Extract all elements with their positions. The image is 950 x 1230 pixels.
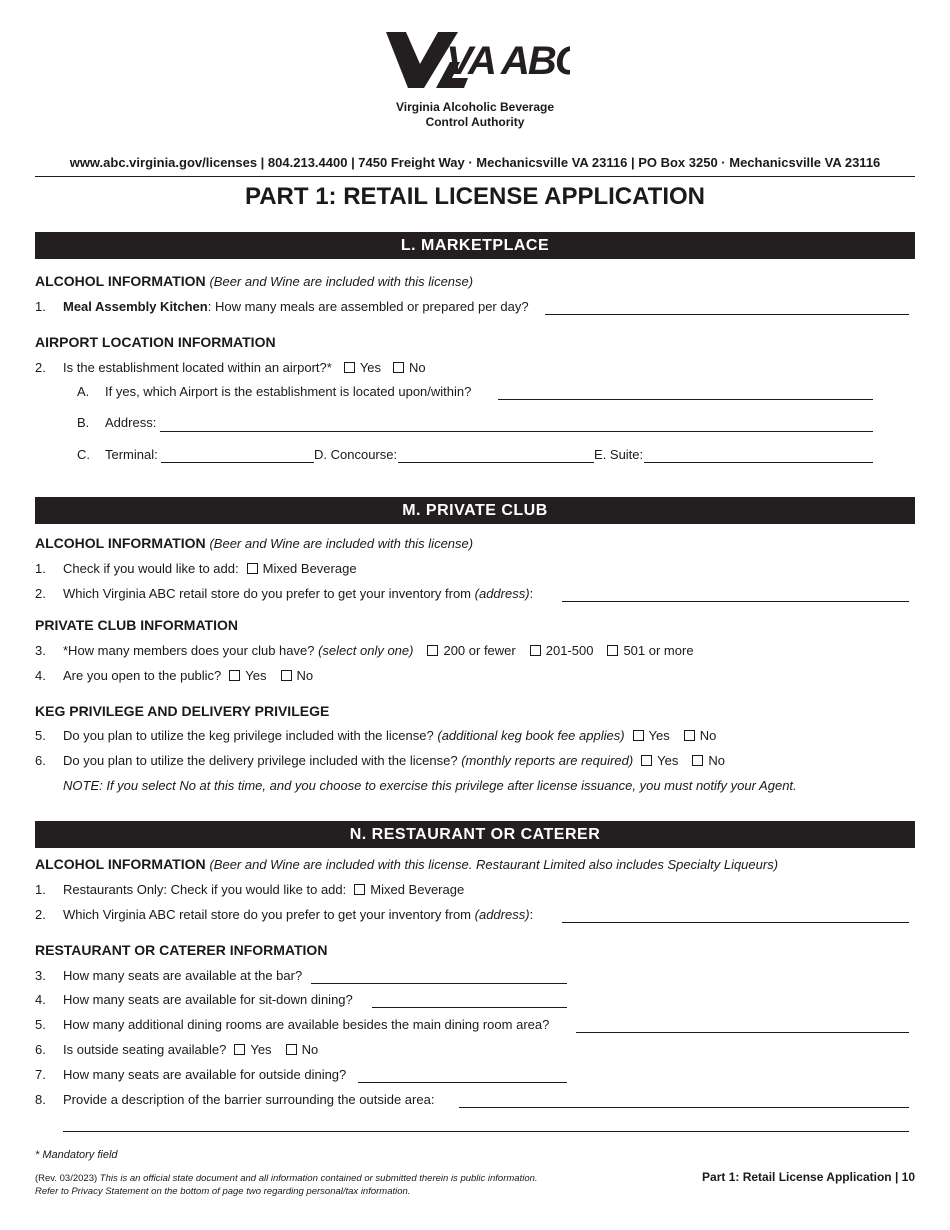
m-q2-question — [63, 586, 533, 601]
m-q4-yes-checkbox[interactable] — [229, 670, 240, 681]
l-2d-text: D. Concourse: — [314, 447, 398, 462]
l-2c-terminal-input[interactable] — [161, 462, 314, 463]
n-q1-question — [63, 882, 464, 897]
m-q2-number: 2. — [35, 586, 46, 601]
l-q1-text: : How many meals are assembled or prepared per day? — [207, 299, 529, 314]
heading-note: (Beer and Wine are included with this license. Restaurant Limited also includes Specialty Liqueurs) — [209, 857, 779, 872]
n-q1-number: 1. — [35, 882, 46, 897]
m-q5-italic: (additional keg book fee applies) — [437, 728, 625, 743]
l-q1-number: 1. — [35, 299, 46, 314]
va-abc-logo-mark — [380, 26, 570, 92]
heading-note: (Beer and Wine are included with this license) — [209, 536, 474, 551]
m-q6-yes-label: Yes — [657, 753, 679, 768]
m-q2-store-input[interactable] — [562, 601, 909, 602]
page-label: Part 1: Retail License Application | 10 — [702, 1170, 915, 1184]
l-q2-question — [63, 360, 426, 375]
airport-heading: AIRPORT LOCATION INFORMATION — [35, 334, 276, 350]
n-q3-number: 3. — [35, 968, 46, 983]
n-q3-input[interactable] — [311, 983, 567, 984]
l-2a-airport-input[interactable] — [498, 399, 873, 400]
n-q1-option-label: Mixed Beverage — [370, 882, 465, 897]
n-q3-text: How many seats are available at the bar? — [63, 968, 303, 983]
m-q6-number: 6. — [35, 753, 46, 768]
n-q4-number: 4. — [35, 992, 46, 1007]
contact-line: www.abc.virginia.gov/licenses | 804.213.4400 | 7450 Freight Way · Mechanicsville VA 23116 | PO Box 3250 · Mechanicsville VA 23116 — [69, 155, 881, 170]
m-q3-text: *How many members does your club have? — [63, 643, 315, 658]
m-q4-no-checkbox[interactable] — [281, 670, 292, 681]
l-q2-text: Is the establishment located within an airport?* — [63, 360, 332, 375]
n-q5-input[interactable] — [576, 1032, 909, 1033]
l-2a-text: If yes, which Airport is the establishment is located upon/within? — [105, 384, 472, 399]
m-q3-opt3-label: 501 or more — [623, 643, 694, 658]
l-2b-text: Address: — [105, 415, 157, 430]
m-q3-opt2-label: 201-500 — [545, 643, 594, 658]
m-q3-opt1-label: 200 or fewer — [443, 643, 516, 658]
l-2e-text: E. Suite: — [594, 447, 644, 462]
m-q2-colon: : — [529, 586, 534, 601]
section-l-alcohol-heading — [35, 273, 473, 289]
m-q5-text: Do you plan to utilize the keg privilege included with the license? — [63, 728, 434, 743]
m-q2-text: Which Virginia ABC retail store do you prefer to get your inventory from — [63, 586, 472, 601]
heading-note: (Beer and Wine are included with this license) — [209, 274, 474, 289]
n-q6-text: Is outside seating available? — [63, 1042, 227, 1057]
m-q2-italic: (address) — [474, 586, 530, 601]
l-q2-number: 2. — [35, 360, 46, 375]
m-q3-number: 3. — [35, 643, 46, 658]
m-q6-no-checkbox[interactable] — [692, 755, 703, 766]
n-q8-text: Provide a description of the barrier surrounding the outside area: — [63, 1092, 435, 1107]
l-2e-suite-input[interactable] — [644, 462, 873, 463]
m-q5-number: 5. — [35, 728, 46, 743]
n-q4-input[interactable] — [372, 1007, 567, 1008]
section-n-bar: N. RESTAURANT OR CATERER — [35, 821, 915, 848]
l-2a-label: A. — [77, 384, 90, 399]
m-q5-no-label: No — [699, 728, 717, 743]
page-title: PART 1: RETAIL LICENSE APPLICATION — [244, 183, 706, 210]
heading-text: ALCOHOL INFORMATION — [35, 535, 206, 551]
m-q5-yes-checkbox[interactable] — [633, 730, 644, 741]
l-q2-no-checkbox[interactable] — [393, 362, 404, 373]
heading-text: ALCOHOL INFORMATION — [35, 856, 206, 872]
n-q8-input-line-1[interactable] — [459, 1107, 909, 1108]
section-m-alcohol-heading — [35, 535, 473, 551]
logo-text: VA ABC — [446, 39, 570, 83]
m-q1-mixed-beverage-checkbox[interactable] — [247, 563, 258, 574]
va-abc-logo — [380, 26, 570, 95]
l-2b-label: B. — [77, 415, 90, 430]
keg-delivery-heading: KEG PRIVILEGE AND DELIVERY PRIVILEGE — [35, 703, 330, 719]
n-q6-yes-checkbox[interactable] — [234, 1044, 245, 1055]
n-q5-number: 5. — [35, 1017, 46, 1032]
l-q2-yes-checkbox[interactable] — [344, 362, 355, 373]
m-q1-question — [63, 561, 357, 576]
n-q2-colon: : — [529, 907, 534, 922]
n-q1-text: Restaurants Only: Check if you would like to add: — [63, 882, 347, 897]
revision-line-2: Refer to Privacy Statement on the bottom of page two regarding personal/tax information. — [35, 1186, 411, 1197]
l-2d-concourse-input[interactable] — [398, 462, 594, 463]
m-q6-italic: (monthly reports are required) — [461, 753, 634, 768]
heading-text: ALCOHOL INFORMATION — [35, 273, 206, 289]
revision-line-1 — [35, 1172, 538, 1185]
l-2b-address-input[interactable] — [160, 431, 873, 432]
m-q3-opt1-checkbox[interactable] — [427, 645, 438, 656]
m-q1-number: 1. — [35, 561, 46, 576]
n-q8-number: 8. — [35, 1092, 46, 1107]
agency-name — [330, 100, 620, 130]
l-q2-no-label: No — [409, 360, 426, 375]
l-q1-input[interactable] — [545, 314, 909, 315]
section-n-alcohol-heading — [35, 856, 778, 872]
n-q7-text: How many seats are available for outside dining? — [63, 1067, 347, 1082]
section-m-bar: M. PRIVATE CLUB — [35, 497, 915, 524]
n-q2-number: 2. — [35, 907, 46, 922]
private-club-heading: PRIVATE CLUB INFORMATION — [35, 617, 238, 633]
mandatory-field-note: * Mandatory field — [35, 1149, 118, 1161]
n-q6-no-checkbox[interactable] — [286, 1044, 297, 1055]
l-q2-yes-label: Yes — [359, 360, 382, 375]
m-q3-italic: (select only one) — [318, 643, 414, 658]
m-q3-opt3-checkbox[interactable] — [607, 645, 618, 656]
n-q2-text: Which Virginia ABC retail store do you prefer to get your inventory from — [63, 907, 472, 922]
restaurant-info-heading: RESTAURANT OR CATERER INFORMATION — [35, 942, 328, 958]
n-q7-input[interactable] — [358, 1082, 567, 1083]
agency-line-1: Virginia Alcoholic Beverage — [395, 100, 555, 114]
header-rule — [35, 176, 915, 177]
m-q3-question — [63, 643, 694, 658]
n-q1-mixed-beverage-checkbox[interactable] — [354, 884, 365, 895]
m-q4-number: 4. — [35, 668, 46, 683]
revision-notice — [35, 1172, 538, 1198]
m-q5-yes-label: Yes — [648, 728, 670, 743]
revision-code: (Rev. 03/2023) — [35, 1173, 98, 1184]
m-q5-no-checkbox[interactable] — [684, 730, 695, 741]
l-q1-bold: Meal Assembly Kitchen — [63, 299, 208, 314]
m-q6-question — [63, 753, 725, 768]
n-q2-italic: (address) — [474, 907, 530, 922]
m-q4-yes-label: Yes — [245, 668, 267, 683]
m-q4-text: Are you open to the public? — [63, 668, 222, 683]
n-q5-text: How many additional dining rooms are available besides the main dining room area? — [63, 1017, 550, 1032]
n-q6-question — [63, 1042, 318, 1057]
m-privilege-note: NOTE: If you select No at this time, and you choose to exercise this privilege after license issuance, you must notify your Agent. — [63, 778, 797, 793]
m-q4-question — [63, 668, 313, 683]
l-2c-label: C. — [77, 447, 90, 462]
l-q1-question — [63, 299, 529, 314]
section-l-bar: L. MARKETPLACE — [35, 232, 915, 259]
m-q6-yes-checkbox[interactable] — [641, 755, 652, 766]
l-2c-text: Terminal: — [105, 447, 158, 462]
revision-italic: This is an official state document and all information contained or submitted therein is public information. — [99, 1173, 538, 1184]
m-q4-no-label: No — [296, 668, 314, 683]
n-q2-question — [63, 907, 533, 922]
agency-line-2: Control Authority — [425, 115, 525, 129]
n-q2-store-input[interactable] — [562, 922, 909, 923]
n-q7-number: 7. — [35, 1067, 46, 1082]
n-q4-text: How many seats are available for sit-down dining? — [63, 992, 353, 1007]
m-q1-option-label: Mixed Beverage — [262, 561, 357, 576]
m-q6-text: Do you plan to utilize the delivery privilege included with the license? — [63, 753, 458, 768]
n-q6-yes-label: Yes — [250, 1042, 272, 1057]
m-q6-no-label: No — [708, 753, 725, 768]
n-q6-no-label: No — [301, 1042, 319, 1057]
m-q5-question — [63, 728, 716, 743]
n-q6-number: 6. — [35, 1042, 46, 1057]
m-q3-opt2-checkbox[interactable] — [530, 645, 541, 656]
m-q1-text: Check if you would like to add: — [63, 561, 239, 576]
n-q8-input-line-2[interactable] — [63, 1131, 909, 1132]
